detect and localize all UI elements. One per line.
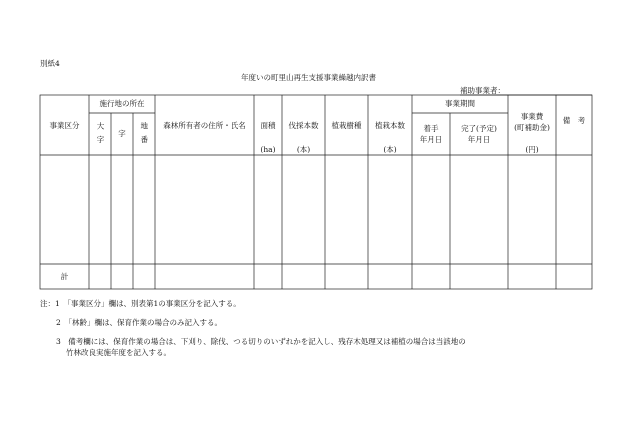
header-lot-text: 地番: [139, 122, 149, 149]
header-oaza-text: 大字: [96, 122, 105, 149]
header-logging: 伐採本数: [288, 121, 319, 130]
header-lot: [133, 122, 155, 151]
note-2: 2 「林齢」欄は、保育作業の場合のみ記入する。: [56, 318, 223, 327]
header-species: 植栽樹種: [331, 121, 362, 130]
header-end: 完了(予定): [461, 124, 497, 133]
header-cost-sub: (町補助金): [514, 123, 550, 132]
note-3-cont: 竹林改良実施年度を記入する。: [66, 348, 171, 357]
total-label: 計: [60, 272, 69, 281]
note-1: 注：1 「事業区分」欄は、別表第1の事業区分を記入する。: [40, 299, 241, 308]
header-cost: 事業費: [520, 112, 544, 121]
annex-label: 別紙4: [40, 59, 60, 68]
header-owner: 森林所有者の住所・氏名: [163, 121, 246, 130]
applicant-label: 補助事業者：: [460, 86, 505, 95]
header-start-sub: 年月日: [419, 135, 443, 144]
header-end-sub: 年月日: [467, 135, 491, 144]
header-remarks: 備 考: [562, 116, 586, 125]
header-oaza: [89, 122, 111, 153]
header-category: 事業区分: [49, 121, 80, 130]
header-area: 面積: [260, 121, 276, 130]
note-3: 3 備考欄には、保育作業の場合は、下刈り、除伐、つる切りのいずれかを記入し、残存木処理又は補植の場合は当該地の: [56, 337, 466, 346]
header-aza: 字: [118, 129, 126, 138]
header-location: 施行地の所在: [99, 99, 145, 108]
header-period: 事業期間: [445, 99, 475, 108]
header-cost-unit: (円): [525, 145, 539, 154]
header-area-unit: (ha): [260, 145, 276, 154]
header-logging-unit: (本): [296, 145, 311, 154]
header-planting-unit: (本): [383, 145, 397, 154]
header-start: 着手: [423, 124, 439, 133]
header-planting: 植栽本数: [375, 121, 405, 130]
document-title: 年度いの町里山再生支援事業繰越内訳書: [241, 73, 376, 82]
